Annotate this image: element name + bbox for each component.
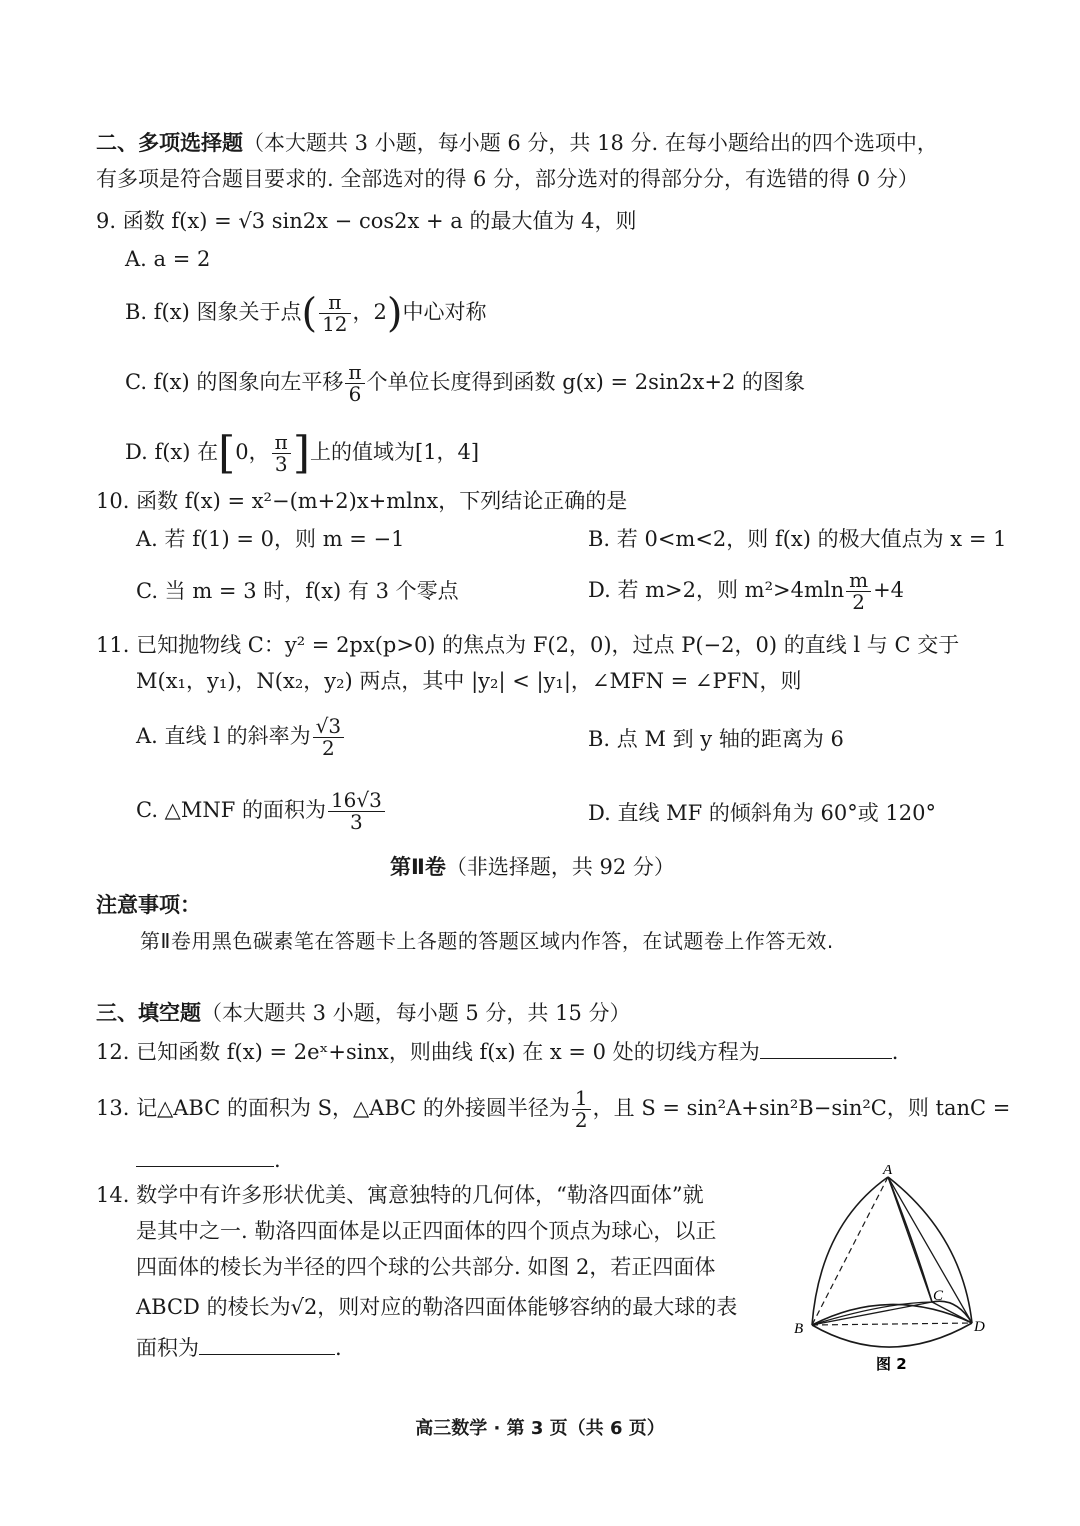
q12-line [96,1036,898,1067]
q11-number: 11. [96,633,130,657]
q9-stem-text: 函数 f(x) = √3 sin2x − cos2x + a 的最大值为 4，则 [122,209,637,233]
q9-c-pre: C. f(x) 的图象向左平移 [125,370,344,394]
q13-number: 13. [96,1096,130,1120]
q10-d-frac-den: 2 [852,590,865,614]
section3-desc: （本大题共 3 小题，每小题 5 分，共 15 分） [201,1001,631,1025]
q10-d-post: +4 [873,578,905,602]
q11-option-a [136,716,346,759]
q9-d-frac-den: 3 [274,452,288,476]
q9-c-frac-num: π [345,362,364,384]
q13-pre: 记△ABC 的面积为 S，△ABC 的外接圆半径为 [136,1096,570,1120]
q9-number: 9. [96,209,117,233]
q9-d-zero: 0， [235,440,270,464]
q10-d-fraction [846,570,871,613]
right-paren-icon: ) [386,290,403,337]
arc-bd-front [812,1323,972,1347]
section2-header [96,128,938,158]
part2-title: 第Ⅱ卷 [390,855,446,879]
q13-end: . [274,1148,281,1172]
q9-option-c [125,362,805,405]
q13-frac-den: 2 [574,1108,588,1132]
q9-d-post: 上的值域为[1，4] [310,440,480,464]
part2-heading [390,852,675,882]
figure-caption: 图 2 [876,1355,907,1373]
page-footer: 高三数学 · 第 3 页（共 6 页） [415,1418,665,1439]
arc-bd-back [812,1304,972,1325]
q9-b-frac-den: 12 [322,312,348,336]
section2-title: 二、多项选择题 [96,131,243,155]
q12-answer-blank[interactable] [760,1036,892,1059]
q11-c-fraction [328,790,385,833]
q9-option-b [125,292,487,335]
edge-ab-dashed [812,1177,888,1325]
q11-option-b: B. 点 M 到 y 轴的距离为 6 [588,727,844,751]
q14-line-5-text: 面积为 [136,1336,199,1360]
q10-stem-text: 函数 f(x) = x²−(m+2)x+mlnx，下列结论正确的是 [136,489,628,513]
q9-b-post: ，2 [352,300,387,324]
q13-line [96,1088,1010,1131]
q14-answer-blank[interactable] [199,1332,335,1355]
q13-frac-num: 1 [572,1088,591,1110]
q10-stem [96,486,627,516]
q12-text: 已知函数 f(x) = 2eˣ+sinx，则曲线 f(x) 在 x = 0 处的切线方程为 [136,1040,760,1064]
q9-option-a: A. a = 2 [125,247,211,271]
q11-a-frac-den: 2 [321,736,335,760]
edge-ad [888,1177,972,1323]
q11-a-frac-num: √3 [313,716,344,738]
q13-post: ，且 S = sin²A+sin²B−sin²C，则 tanC = [592,1096,1011,1120]
notice-text: 第Ⅱ卷用黑色碳素笔在答题卡上各题的答题区域内作答，在试题卷上作答无效. [140,929,834,953]
q10-d-pre: D. 若 m>2，则 m²>4mln [588,578,845,602]
q14-line-3: 四面体的棱长为半径的四个球的公共部分. 如图 2，若正四面体 [136,1255,716,1279]
vertex-label-a: A [883,1165,893,1178]
q10-option-a: A. 若 f(1) = 0，则 m = −1 [136,527,405,551]
vertex-label-c: C [933,1288,944,1304]
q9-d-fraction [272,432,291,475]
q11-a-pre: A. 直线 l 的斜率为 [136,724,311,748]
q9-b-fraction [319,292,350,335]
q14-line-1-text: 数学中有许多形状优美、寓意独特的几何体，“勒洛四面体”就 [136,1183,704,1207]
vertex-label-d: D [974,1319,985,1335]
q11-line-1 [96,630,959,660]
q13-fraction [572,1088,591,1131]
vertex-label-b: B [794,1321,804,1337]
q9-c-frac-den: 6 [348,382,362,406]
q9-b-pre: B. f(x) 图象关于点 [125,300,302,324]
section2-desc-2: 有多项是符合题目要求的. 全部选对的得 6 分，部分选对的得部分分，有选错的得 0 分） [96,167,919,191]
q11-option-c [136,790,387,833]
section3-header [96,998,631,1028]
q10-option-b: B. 若 0<m<2，则 f(x) 的极大值点为 x = 1 [588,527,1007,551]
q9-c-post: 个单位长度得到函数 g(x) = 2sin2x+2 的图象 [366,370,806,394]
q9-d-pre: D. f(x) 在 [125,440,219,464]
left-bracket-icon: [ [218,427,236,479]
q9-option-d [125,427,480,479]
q10-d-frac-num: m [846,570,871,592]
q14-line-5 [136,1332,342,1363]
q14-number: 14. [96,1183,130,1207]
notice-title: 注意事项： [96,893,201,917]
q14-end: . [335,1336,342,1360]
q9-d-frac-num: π [272,432,291,454]
q9-b-tail: 中心对称 [402,300,487,324]
q10-option-c: C. 当 m = 3 时，f(x) 有 3 个零点 [136,579,459,603]
q12-end: . [891,1040,899,1064]
q9-c-fraction [345,362,364,405]
q14-line-2: 是其中之一. 勒洛四面体是以正四面体的四个顶点为球心，以正 [136,1219,717,1243]
reuleaux-tetrahedron-figure [790,1165,1000,1380]
q11-c-frac-den: 3 [350,810,363,834]
section3-title: 三、填空题 [96,1001,201,1025]
q10-option-d [588,570,904,613]
edge-bd-dashed [812,1323,972,1325]
left-paren-icon: ( [301,290,318,337]
q11-option-d: D. 直线 MF 的倾斜角为 60°或 120° [588,801,937,825]
q10-number: 10. [96,489,130,513]
q14-line-4: ABCD 的棱长为√2，则对应的勒洛四面体能够容纳的最大球的表 [136,1295,738,1319]
q9-b-frac-num: π [319,292,350,314]
section2-desc-1: （本大题共 3 小题，每小题 6 分，共 18 分. 在每小题给出的四个选项中， [243,131,938,155]
q9-stem [96,206,637,236]
q11-line-2: M(x₁，y₁)，N(x₂，y₂) 两点，其中 |y₂| < |y₁|，∠MFN = ∠PFN，则 [136,669,802,693]
q11-line-1-text: 已知抛物线 C：y² = 2px(p>0) 的焦点为 F(2，0)，过点 P(−2，0) 的直线 l 与 C 交于 [136,633,960,657]
q13-answer-line [136,1144,281,1175]
q11-a-fraction [313,716,344,759]
q11-c-pre: C. △MNF 的面积为 [136,798,326,822]
part2-subtitle: （非选择题，共 92 分） [445,855,675,879]
q14-line-1 [96,1180,704,1210]
q13-answer-blank[interactable] [136,1144,274,1167]
right-bracket-icon: ] [292,427,310,479]
q11-c-frac-num: 16√3 [328,790,385,812]
q12-number: 12. [96,1040,130,1064]
